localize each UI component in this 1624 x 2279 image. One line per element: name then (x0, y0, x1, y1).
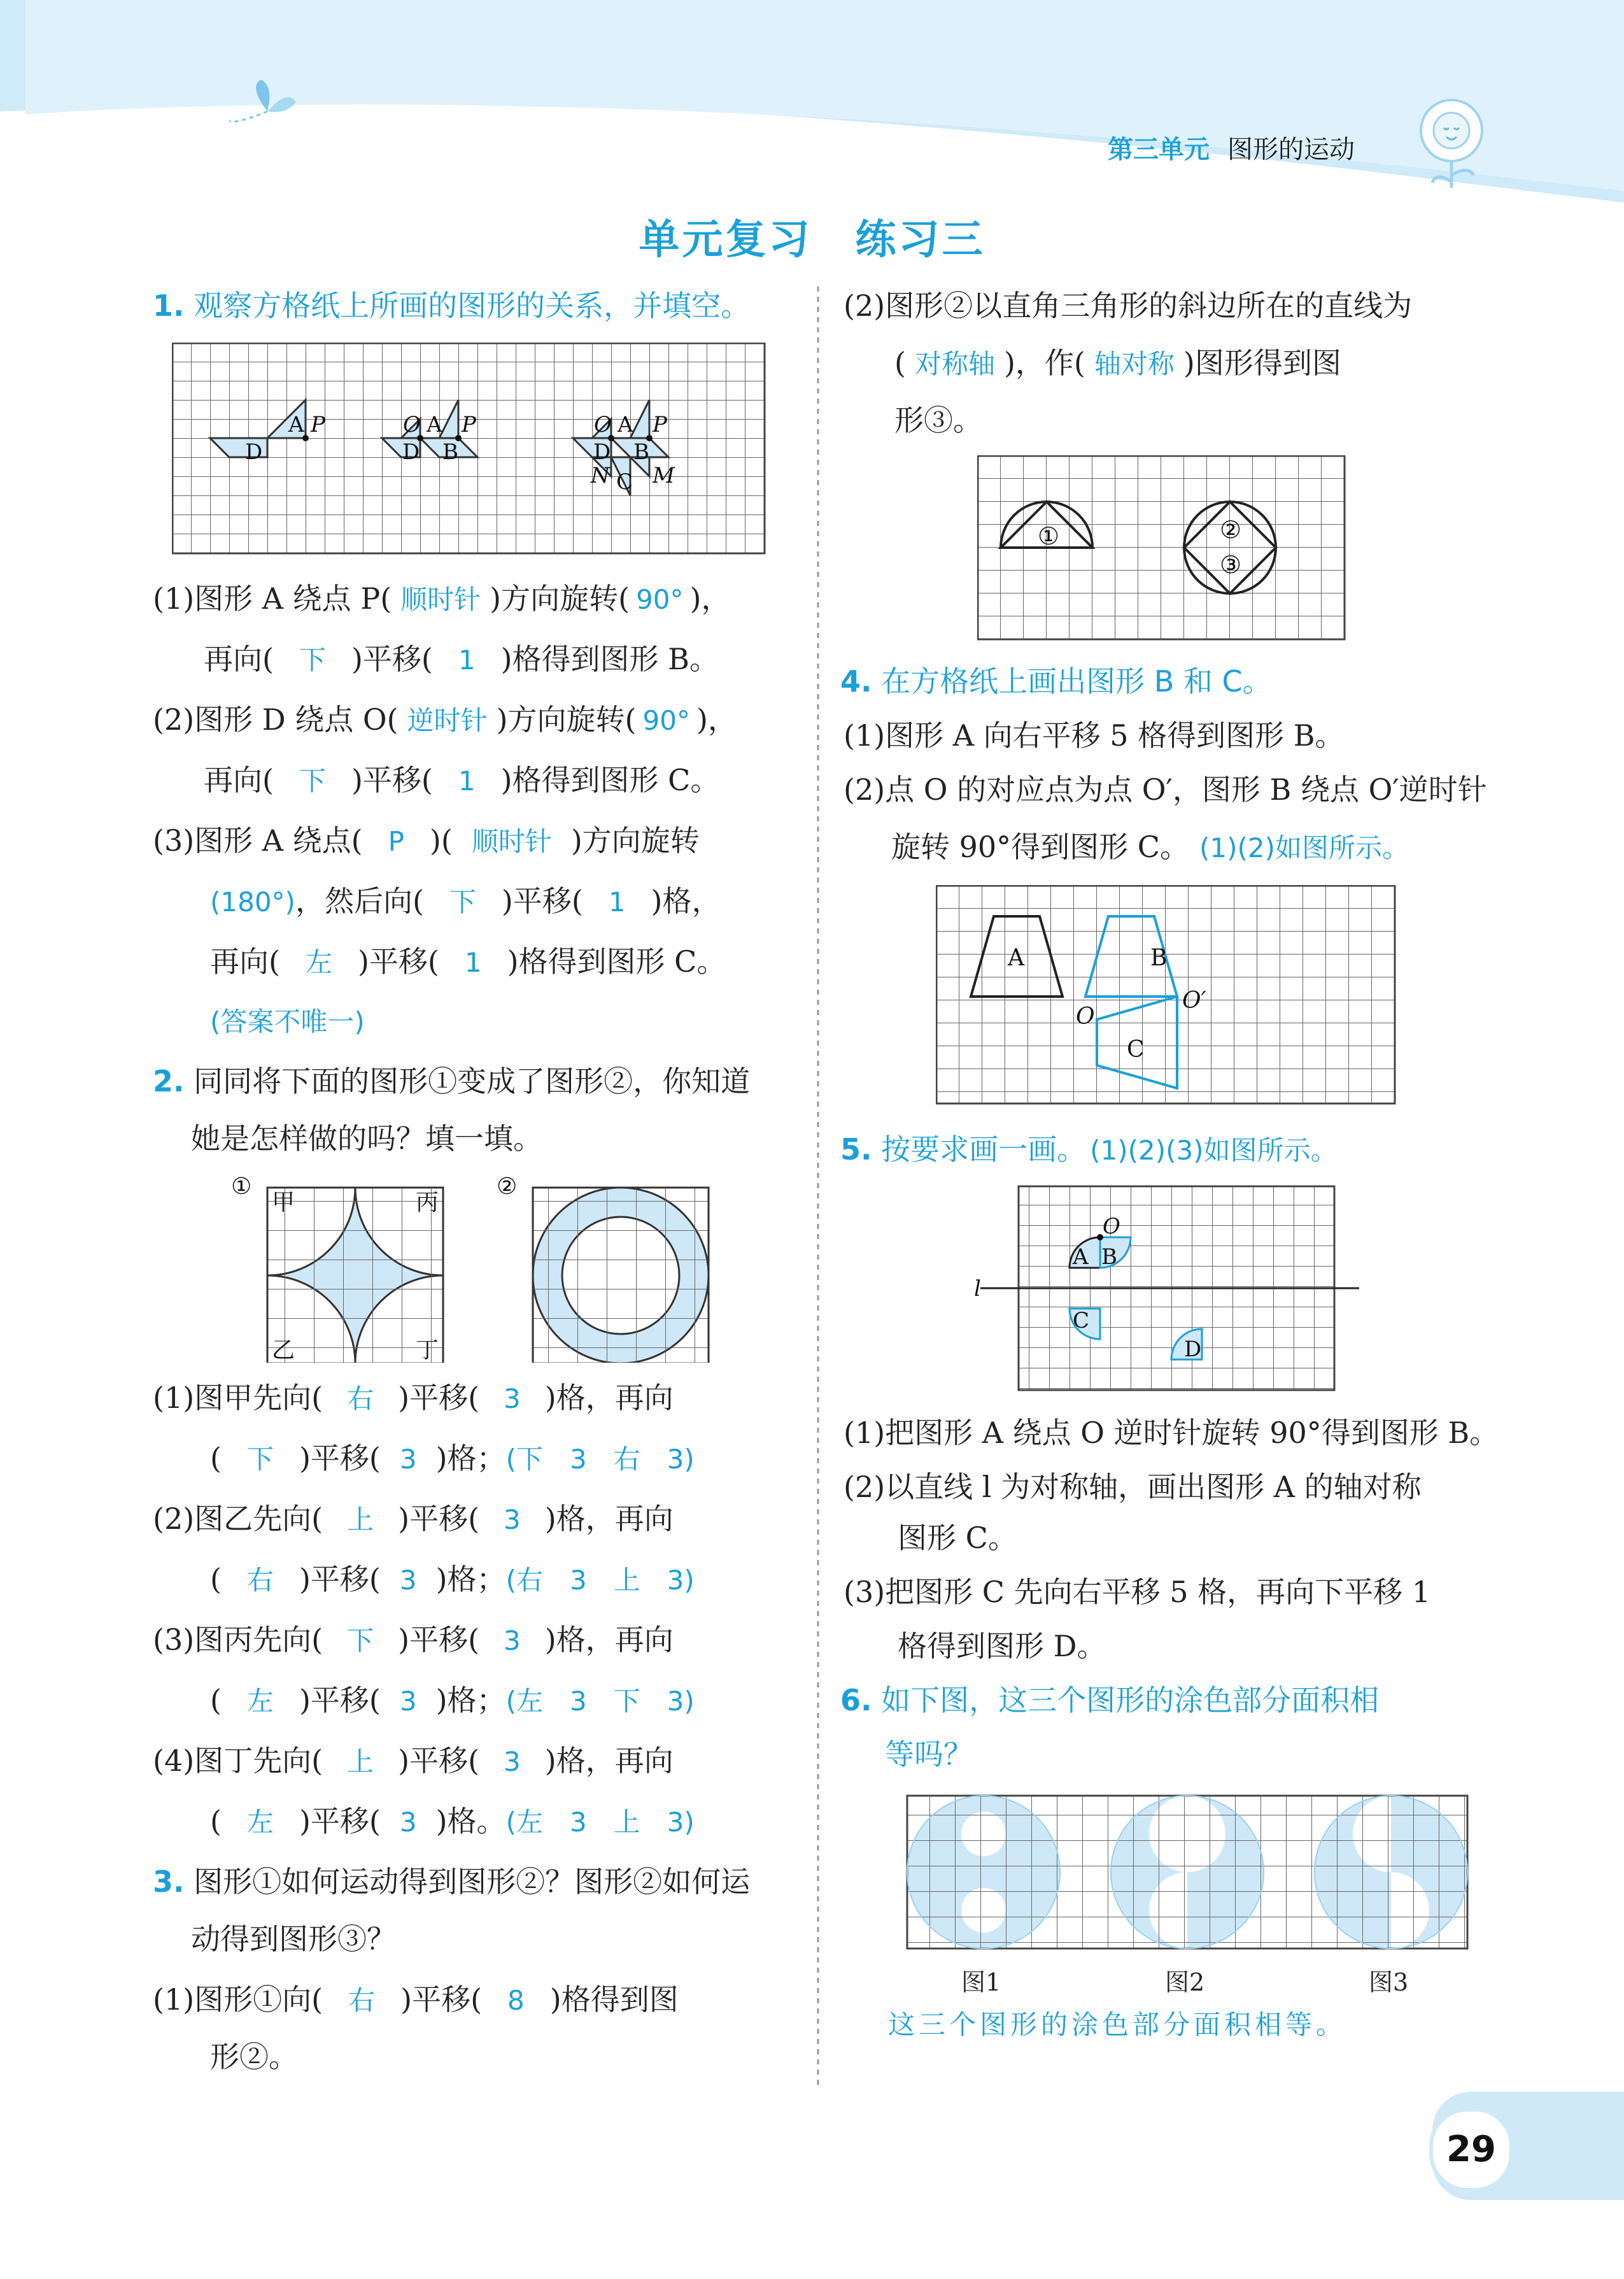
q2-row3-line2: ( 左 )平移( 3 )格；(左 3 下 3) (210, 1683, 695, 1717)
q1-part1-line1: (1)图形 A 绕点 P( 顺时针 )方向旋转( 90° )， (153, 581, 731, 616)
svg-text:丙: 丙 (416, 1189, 439, 1216)
svg-text:①: ① (231, 1174, 252, 1200)
q5-part1: (1)把图形 A 绕点 O 逆时针旋转 90°得到图形 B。 (844, 1416, 1499, 1450)
q5-heading: 5. 按要求画一画。 (1)(2)(3)如图所示。 (840, 1132, 1338, 1167)
svg-text:B: B (1150, 945, 1168, 971)
q3-part2-line2: ( 对称轴 )，作( 轴对称 )图形得到图 (894, 346, 1341, 380)
q6-caption-1: 图1 (961, 1968, 1001, 1996)
svg-text:A: A (1008, 945, 1024, 971)
svg-text:O: O (1076, 1004, 1095, 1030)
q4-part2-line2: 旋转 90°得到图形 C。 (1)(2)如图所示。 (891, 830, 1409, 864)
q6-grid-figure (904, 1789, 1477, 1961)
q1-part3-line1: (3)图形 A 绕点( P )( 顺时针 )方向旋转 (153, 823, 700, 858)
svg-text:②: ② (497, 1174, 518, 1200)
svg-text:D: D (245, 439, 263, 465)
svg-text:M: M (653, 463, 675, 488)
svg-text:丁: 丁 (416, 1337, 439, 1363)
q2-row2-line2: ( 右 )平移( 3 )格；(右 3 上 3) (210, 1562, 695, 1596)
q5-part3-line1: (3)把图形 C 先向右平移 5 格，再向下平移 1 (844, 1575, 1430, 1609)
svg-text:C: C (616, 469, 633, 495)
svg-text:乙: 乙 (272, 1337, 295, 1363)
svg-text:P: P (311, 412, 325, 437)
q1-part2-line1: (2)图形 D 绕点 O( 逆时针 )方向旋转( 90° )， (153, 702, 737, 737)
svg-text:①: ① (1038, 522, 1060, 550)
q3-part2-line3: 形③。 (894, 403, 982, 437)
q4-part2-line1: (2)点 O 的对应点为点 O′，图形 B 绕点 O′逆时针 (844, 772, 1487, 807)
q3-part2-line1: (2)图形②以直角三角形的斜边所在的直线为 (844, 288, 1413, 323)
q6-heading: 6. 如下图，这三个图形的涂色部分面积相 (840, 1683, 1380, 1717)
svg-text:D: D (402, 439, 420, 465)
svg-text:l: l (974, 1276, 981, 1302)
svg-text:N: N (591, 463, 610, 488)
q5-part2-line1: (2)以直线 l 为对称轴，画出图形 A 的轴对称 (844, 1470, 1422, 1504)
svg-text:A: A (427, 412, 442, 437)
q3-line2: 动得到图形③？ (191, 1922, 396, 1956)
q2-figures (226, 1172, 767, 1363)
svg-text:②: ② (1220, 516, 1242, 544)
svg-text:C: C (1073, 1308, 1090, 1333)
q2-line2: 她是怎样做的吗？填一填。 (191, 1121, 542, 1156)
q6-line2: 等吗？ (885, 1737, 973, 1771)
q1-heading: 1. 观察方格纸上所画的图形的关系，并填空。 (153, 288, 751, 323)
svg-text:A: A (1073, 1244, 1089, 1270)
q6-caption-3: 图3 (1369, 1968, 1409, 1996)
q1-part3-line3: 再向( 左 )平移( 1 )格得到图形 C。 (210, 944, 726, 979)
svg-text:C: C (1127, 1037, 1145, 1063)
svg-text:P: P (462, 412, 476, 437)
header-banner (0, 0, 1624, 210)
q2-row1-line2: ( 下 )平移( 3 )格；(下 3 右 3) (210, 1441, 695, 1475)
svg-text:D: D (1184, 1337, 1202, 1362)
svg-text:B: B (633, 439, 649, 465)
svg-text:D: D (593, 439, 611, 465)
q1-part2-line2: 再向( 下 )平移( 1 )格得到图形 C。 (204, 763, 720, 797)
q6-caption-2: 图2 (1165, 1968, 1205, 1996)
q5-grid-figure (968, 1184, 1362, 1395)
svg-text:O′: O′ (1182, 988, 1206, 1014)
svg-text:甲: 甲 (272, 1189, 295, 1216)
q6-answer: 这三个图形的涂色部分面积相等。 (888, 2009, 1347, 2040)
q2-row2-line1: (2)图乙先向( 上 )平移( 3 )格，再向 (153, 1502, 674, 1536)
q2-row4-line2: ( 左 )平移( 3 )格。(左 3 上 3) (210, 1804, 695, 1838)
q3-grid-figure (977, 455, 1353, 646)
q5-part3-line2: 格得到图形 D。 (898, 1629, 1106, 1663)
svg-text:O: O (1103, 1214, 1120, 1239)
q2-row3-line1: (3)图丙先向( 下 )平移( 3 )格，再向 (153, 1622, 674, 1657)
q2-row1-line1: (1)图甲先向( 右 )平移( 3 )格，再向 (153, 1381, 674, 1415)
q1-part3-line2: (180°)，然后向( 下 )平移( 1 )格， (210, 884, 721, 918)
page-title: 单元复习 练习三 (639, 217, 985, 264)
q5-part2-line2: 图形 C。 (898, 1521, 1017, 1555)
svg-text:B: B (1101, 1244, 1117, 1270)
q1-part1-line2: 再向( 下 )平移( 1 )格得到图形 B。 (204, 642, 719, 676)
q4-grid-figure (936, 885, 1397, 1108)
column-divider (817, 287, 819, 2089)
svg-text:O: O (403, 412, 421, 437)
q4-part1: (1)图形 A 向右平移 5 格得到图形 B。 (844, 718, 1345, 753)
svg-text:O: O (594, 412, 612, 437)
q3-part1-line1: (1)图形①向( 右 )平移( 8 )格得到图 (153, 1982, 679, 2017)
page-number: 29 (1429, 2108, 1513, 2192)
svg-text:③: ③ (1220, 551, 1242, 579)
svg-text:B: B (442, 439, 458, 465)
unit-label: 第三单元 图形的运动 (1108, 135, 1355, 164)
svg-text:P: P (653, 412, 667, 437)
q3-part1-line2: 形②。 (210, 2040, 298, 2074)
q2-row4-line1: (4)图丁先向( 上 )平移( 3 )格，再向 (153, 1743, 674, 1778)
q3-heading: 3. 图形①如何运动得到图形②？图形②如何运 (153, 1864, 751, 1899)
q1-note: (答案不唯一) (210, 1006, 365, 1037)
q4-heading: 4. 在方格纸上画出图形 B 和 C。 (840, 664, 1272, 699)
q2-heading: 2. 同同将下面的图形①变成了图形②，你知道 (153, 1064, 751, 1098)
svg-text:A: A (618, 412, 633, 437)
svg-text:A: A (288, 412, 304, 437)
q1-grid-figure (172, 343, 777, 559)
